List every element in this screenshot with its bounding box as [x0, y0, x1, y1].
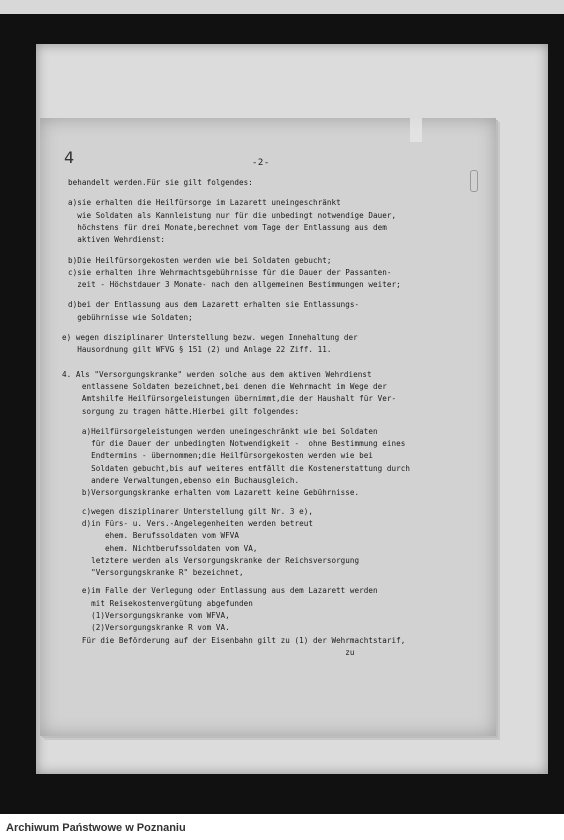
tape-strip [410, 118, 422, 142]
document-line: b)Die Heilfürsorgekosten werden wie bei Soldaten gebucht; [68, 255, 332, 265]
document-line: a)sie erhalten die Heilfürsorge im Lazarett uneingeschränkt [68, 198, 341, 208]
document-line: ehem. Berufssoldaten vom WFVA [68, 531, 240, 541]
paper-clip-mark [470, 170, 478, 192]
document-line: letztere werden als Versorgungskranke der Reichsversorgung [68, 555, 360, 565]
document-line: Amtshilfe Heilfürsorgeleistungen übernimmt,die der Haushalt für Ver- [68, 394, 397, 404]
document-line: für die Dauer der unbedingten Notwendigkeit - ohne Bestimmung eines [68, 439, 406, 449]
document-line: wie Soldaten als Kannleistung nur für die unbedingt notwendige Dauer, [68, 210, 397, 220]
document-line: Endtermins - übernommen;die Heilfürsorgekosten werden wie bei [68, 451, 374, 461]
document-line: Für die Beförderung auf der Eisenbahn gilt zu (1) der Wehrmachtstarif, [68, 635, 406, 645]
document-line: gebührnisse wie Soldaten; [68, 312, 193, 322]
document-line: zu [68, 647, 355, 657]
page-number: -2- [252, 158, 270, 168]
archive-credit: Archiwum Państwowe w Poznaniu [6, 822, 186, 834]
document-page [40, 118, 496, 736]
document-line: d)bei der Entlassung aus dem Lazarett erhalten sie Entlassungs- [68, 300, 360, 310]
document-line: andere Verwaltungen,ebenso ein Buchausgleich. [68, 476, 300, 485]
top-strip [0, 0, 564, 14]
document-line: d)in Fürs- u. Vers.-Angelegenheiten werden betreut [68, 518, 313, 528]
document-line: b)Versorgungskranke erhalten vom Lazarett keine Gebührnisse. [68, 488, 360, 498]
document-line: 4. Als "Versorgungskranke" werden solche aus dem aktiven Wehrdienst [62, 369, 372, 379]
document-line: e)im Falle der Verlegung oder Entlassung aus dem Lazarett werden [68, 586, 378, 596]
document-line: behandelt werden.Für sie gilt folgendes: [68, 178, 253, 187]
document-line: zeit - Höchstdauer 3 Monate- nach den allgemeinen Bestimmungen weiter; [68, 280, 401, 290]
document-line: (1)Versorgungskranke vom WFVA, [68, 611, 230, 620]
document-line: sorgung zu tragen hätte.Hierbei gilt folgendes: [68, 406, 300, 416]
handwritten-annotation: 4 [64, 148, 75, 167]
document-line: aktiven Wehrdienst: [68, 235, 166, 245]
document-line: a)Heilfürsorgeleistungen werden uneingeschränkt wie bei Soldaten [68, 426, 378, 436]
document-line: (2)Versorgungskranke R vom VA. [68, 623, 230, 633]
document-line: Soldaten gebucht,bis auf weiteres entfällt die Kostenerstattung durch [68, 463, 411, 473]
document-line: "Versorgungskranke R" bezeichnet, [68, 568, 244, 578]
document-line: c)sie erhalten ihre Wehrmachtsgebührnisse für die Dauer der Passanten- [68, 267, 392, 277]
document-line: mit Reisekostenvergütung abgefunden [68, 598, 253, 608]
document-line: c)wegen disziplinarer Unterstellung gilt Nr. 3 e), [68, 506, 313, 516]
document-line: Hausordnung gilt WFVG § 151 (2) und Anlage 22 Ziff. 11. [68, 345, 332, 355]
document-line: ehem. Nichtberufssoldaten vom VA, [68, 543, 258, 553]
document-line: höchstens für drei Monate,berechnet vom Tage der Entlassung aus dem [68, 222, 387, 232]
document-line: entlassene Soldaten bezeichnet,bei denen die Wehrmacht im Wege der [68, 381, 387, 391]
document-line: e) wegen disziplinarer Unterstellung bezw. wegen Innehaltung der [62, 333, 358, 342]
